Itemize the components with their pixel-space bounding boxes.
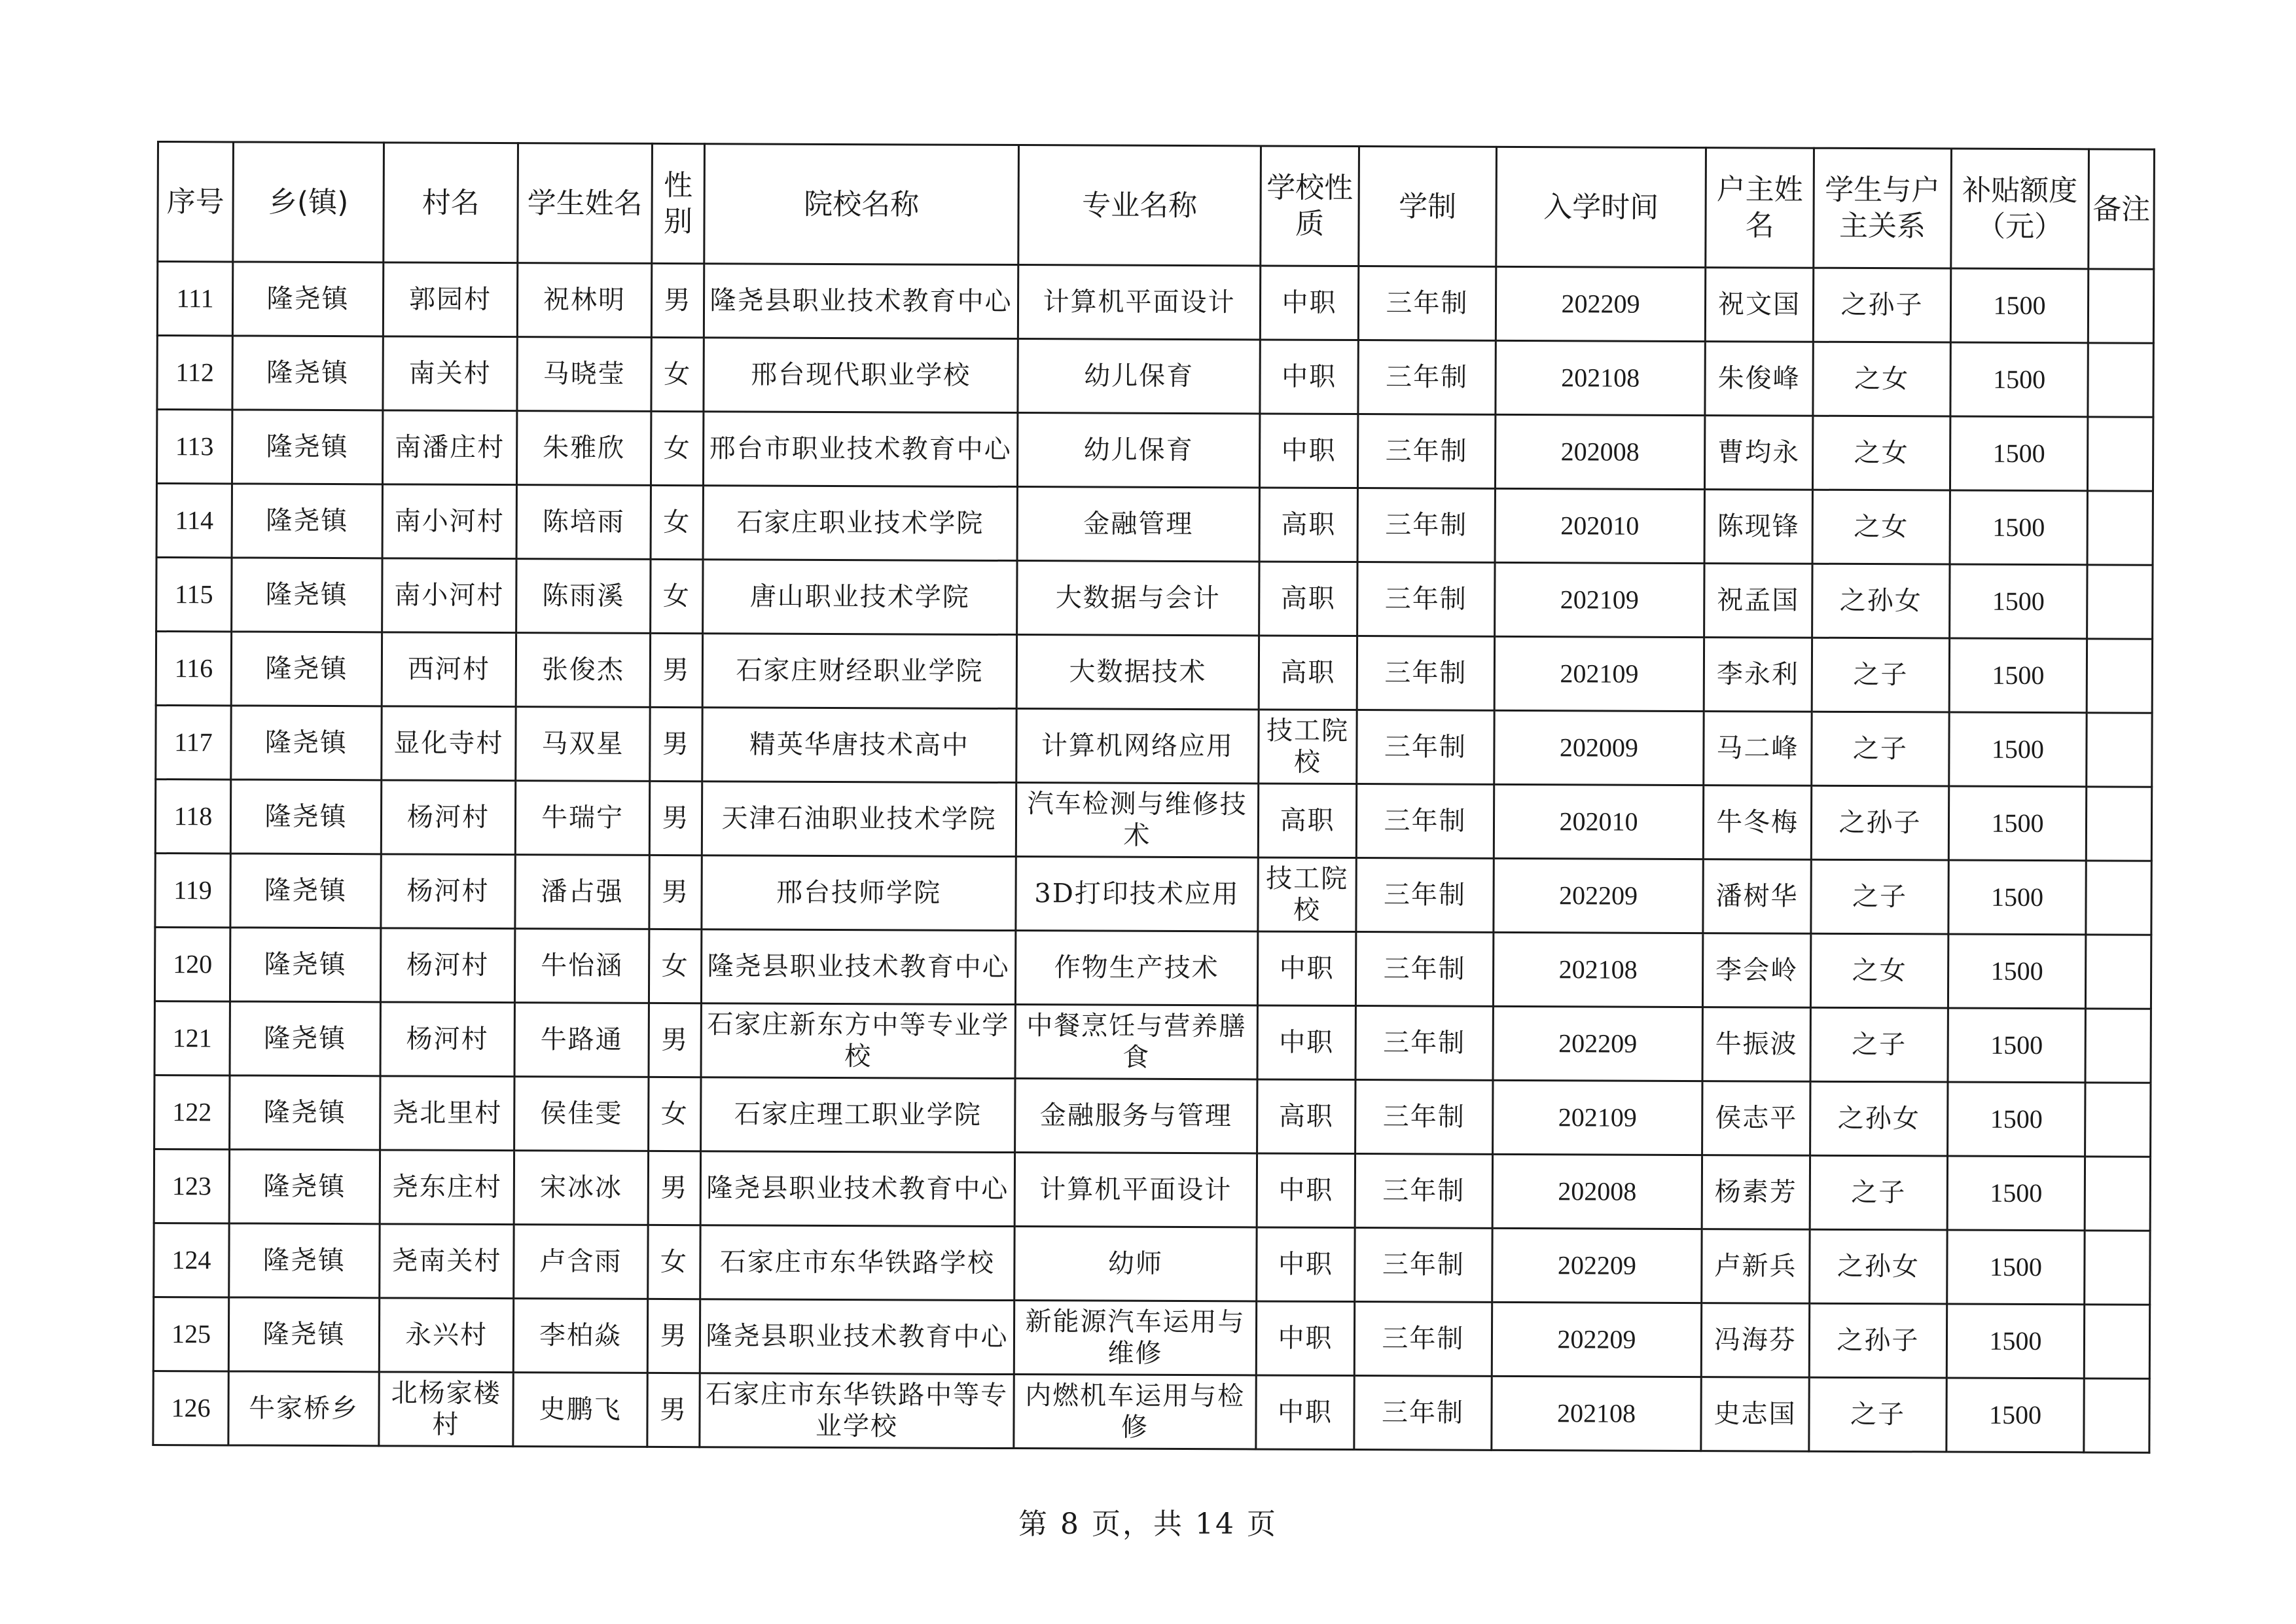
cell-household-head: 祝文国: [1705, 268, 1813, 342]
cell-household-head: 牛振波: [1702, 1007, 1810, 1082]
cell-index: 124: [154, 1223, 229, 1297]
cell-duration: 三年制: [1354, 1376, 1492, 1451]
cell-major: 金融服务与管理: [1015, 1079, 1257, 1153]
cell-school-name: 邢台市职业技术教育中心: [703, 412, 1017, 487]
cell-school-type: 中职: [1260, 266, 1358, 340]
header-gender: 性别: [652, 143, 705, 263]
cell-gender: 男: [649, 1003, 701, 1077]
cell-subsidy-amount: 1500: [1946, 1304, 2084, 1379]
cell-school-type: 中职: [1256, 1301, 1354, 1376]
cell-school-type: 中职: [1259, 414, 1357, 488]
cell-relation: 之子: [1810, 1155, 1947, 1230]
cell-index: 122: [154, 1075, 230, 1149]
cell-major: 汽车检测与维修技术: [1016, 783, 1258, 857]
table-row: [153, 1371, 2149, 1453]
cell-school-type: 高职: [1259, 636, 1357, 710]
cell-major: 幼儿保育: [1017, 413, 1259, 488]
cell-village: 杨河村: [381, 780, 515, 855]
cell-subsidy-amount: 1500: [1948, 786, 2086, 861]
cell-household-head: 侯志平: [1702, 1081, 1810, 1156]
cell-duration: 三年制: [1357, 414, 1495, 489]
cell-student-name: 朱雅欣: [516, 411, 651, 486]
cell-remarks: [2086, 861, 2151, 935]
cell-subsidy-amount: 1500: [1950, 342, 2088, 417]
cell-relation: 之女: [1812, 490, 1950, 564]
cell-subsidy-amount: 1500: [1949, 712, 2087, 787]
cell-village: 杨河村: [380, 928, 514, 1003]
cell-index: 123: [154, 1149, 229, 1223]
cell-remarks: [2085, 1157, 2150, 1231]
cell-household-head: 潘树华: [1703, 859, 1811, 934]
cell-student-name: 潘占强: [515, 855, 649, 929]
cell-student-name: 史鹏飞: [513, 1373, 647, 1447]
cell-duration: 三年制: [1357, 710, 1494, 785]
cell-township: 隆尧镇: [230, 854, 381, 928]
cell-school-name: 隆尧县职业技术教育中心: [700, 1151, 1014, 1227]
cell-index: 112: [157, 336, 232, 410]
cell-school-name: 石家庄职业技术学院: [703, 486, 1017, 561]
cell-township: 隆尧镇: [232, 558, 382, 632]
cell-school-name: 邢台技师学院: [702, 856, 1016, 931]
cell-school-name: 石家庄市东华铁路中等专业学校: [700, 1373, 1014, 1449]
cell-school-name: 天津石油职业技术学院: [702, 782, 1016, 857]
cell-relation: 之子: [1812, 712, 1949, 786]
cell-village: 北杨家楼村: [379, 1372, 513, 1447]
header-duration: 学制: [1359, 147, 1497, 267]
cell-relation: 之女: [1813, 342, 1950, 416]
cell-gender: 男: [650, 633, 702, 707]
cell-school-name: 石家庄理工职业学院: [701, 1077, 1015, 1153]
cell-duration: 三年制: [1357, 488, 1495, 563]
cell-township: 隆尧镇: [230, 1075, 380, 1150]
cell-subsidy-amount: 1500: [1948, 1082, 2085, 1157]
cell-enrollment-date: 202109: [1494, 636, 1704, 711]
header-subsidy-amount: 补贴额度（元）: [1951, 149, 2089, 269]
cell-index: 117: [156, 705, 231, 779]
cell-household-head: 曹均永: [1704, 416, 1812, 490]
cell-major: 大数据技术: [1016, 635, 1259, 710]
cell-remarks: [2087, 639, 2152, 713]
cell-duration: 三年制: [1355, 1228, 1492, 1303]
cell-gender: 女: [651, 485, 703, 559]
table-row: [153, 1297, 2149, 1379]
cell-gender: 男: [647, 1373, 700, 1447]
cell-school-name: 精英华唐技术高中: [702, 708, 1016, 783]
cell-subsidy-amount: 1500: [1948, 860, 2086, 935]
cell-village: 显化寺村: [382, 706, 516, 781]
cell-duration: 三年制: [1358, 340, 1496, 415]
cell-index: 120: [154, 927, 230, 1001]
table-row: [156, 632, 2152, 713]
cell-index: 126: [153, 1371, 228, 1445]
cell-household-head: 马二峰: [1704, 712, 1812, 786]
cell-school-name: 石家庄市东华铁路学校: [700, 1225, 1014, 1301]
page-footer: 第 8 页，共 14 页: [1018, 1507, 1278, 1541]
cell-enrollment-date: 202209: [1496, 266, 1705, 341]
cell-enrollment-date: 202009: [1494, 710, 1704, 785]
cell-student-name: 卢含雨: [514, 1225, 648, 1299]
cell-household-head: 冯海芬: [1701, 1303, 1809, 1378]
cell-index: 121: [154, 1001, 230, 1075]
header-school-type: 学校性质: [1261, 146, 1359, 266]
header-enrollment-date: 入学时间: [1496, 147, 1706, 267]
cell-village: 西河村: [382, 632, 516, 707]
cell-student-name: 李柏焱: [513, 1299, 647, 1373]
header-school-name: 院校名称: [704, 144, 1019, 265]
table-row: [155, 779, 2151, 861]
cell-school-type: 高职: [1258, 784, 1356, 858]
cell-gender: 男: [651, 263, 704, 337]
cell-village: 尧南关村: [380, 1224, 514, 1299]
cell-student-name: 祝林明: [517, 263, 651, 338]
cell-student-name: 侯佳雯: [514, 1077, 649, 1151]
cell-enrollment-date: 202010: [1494, 784, 1703, 859]
cell-school-type: 技工院校: [1259, 710, 1357, 784]
cell-gender: 女: [651, 411, 703, 485]
cell-gender: 男: [649, 781, 702, 855]
table-row: [155, 853, 2151, 935]
cell-enrollment-date: 202109: [1493, 1080, 1702, 1155]
cell-township: 隆尧镇: [232, 410, 382, 484]
cell-school-name: 石家庄新东方中等专业学校: [701, 1003, 1015, 1079]
cell-township: 隆尧镇: [230, 928, 380, 1002]
cell-student-name: 牛怡涵: [514, 929, 649, 1003]
cell-index: 118: [155, 779, 230, 853]
cell-village: 尧北里村: [380, 1076, 514, 1151]
cell-gender: 男: [647, 1299, 700, 1373]
table-row: [154, 1149, 2150, 1231]
cell-township: 隆尧镇: [230, 1001, 380, 1076]
cell-remarks: [2085, 935, 2151, 1009]
cell-township: 隆尧镇: [228, 1297, 379, 1372]
cell-student-name: 宋冰冰: [514, 1151, 648, 1225]
cell-township: 隆尧镇: [232, 336, 383, 410]
cell-township: 隆尧镇: [229, 1149, 380, 1224]
cell-index: 115: [156, 558, 232, 632]
cell-gender: 女: [649, 929, 701, 1003]
cell-student-name: 牛瑞宁: [515, 781, 649, 856]
cell-school-name: 隆尧县职业技术教育中心: [701, 929, 1015, 1005]
cell-school-name: 唐山职业技术学院: [703, 560, 1017, 635]
cell-duration: 三年制: [1357, 562, 1495, 637]
cell-gender: 女: [651, 559, 703, 633]
cell-relation: 之孙子: [1811, 785, 1948, 860]
cell-school-type: 中职: [1256, 1375, 1354, 1450]
cell-student-name: 张俊杰: [516, 633, 650, 708]
cell-major: 大数据与会计: [1017, 561, 1259, 636]
header-remarks: 备注: [2089, 149, 2155, 269]
cell-major: 计算机网络应用: [1016, 709, 1259, 784]
cell-school-type: 中职: [1257, 931, 1355, 1006]
cell-school-type: 中职: [1257, 1005, 1355, 1080]
cell-household-head: 牛冬梅: [1703, 785, 1811, 860]
cell-township: 隆尧镇: [231, 706, 382, 780]
cell-major: 新能源汽车运用与维修: [1014, 1301, 1256, 1375]
cell-school-name: 石家庄财经职业学院: [702, 634, 1016, 709]
table-row: [154, 1001, 2151, 1083]
cell-enrollment-date: 202109: [1495, 562, 1704, 637]
cell-relation: 之子: [1809, 1377, 1946, 1452]
cell-remarks: [2087, 565, 2153, 639]
cell-student-name: 牛路通: [514, 1003, 649, 1077]
cell-remarks: [2087, 491, 2153, 565]
cell-remarks: [2087, 417, 2153, 491]
cell-subsidy-amount: 1500: [1950, 564, 2087, 639]
cell-relation: 之孙女: [1812, 564, 1950, 638]
cell-enrollment-date: 202209: [1493, 1006, 1702, 1081]
cell-village: 杨河村: [380, 1002, 514, 1077]
cell-relation: 之女: [1810, 933, 1948, 1008]
table-body: [153, 262, 2154, 1453]
cell-village: 郭园村: [383, 262, 517, 337]
cell-duration: 三年制: [1356, 858, 1494, 933]
cell-household-head: 朱俊峰: [1705, 342, 1813, 416]
table-row: [154, 927, 2151, 1009]
cell-subsidy-amount: 1500: [1947, 1230, 2085, 1305]
cell-school-type: 高职: [1259, 562, 1357, 636]
cell-gender: 女: [649, 1077, 701, 1151]
cell-gender: 男: [648, 1151, 700, 1225]
table-row: [154, 1075, 2151, 1157]
header-index: 序号: [158, 142, 234, 262]
table-row: [156, 705, 2152, 787]
cell-household-head: 卢新兵: [1702, 1229, 1810, 1304]
cell-duration: 三年制: [1358, 266, 1496, 341]
header-township: 乡(镇): [233, 142, 384, 262]
cell-household-head: 杨素芳: [1702, 1155, 1810, 1230]
cell-student-name: 陈培雨: [516, 485, 651, 560]
header-student-name: 学生姓名: [518, 143, 653, 264]
cell-gender: 男: [650, 707, 702, 781]
cell-relation: 之子: [1810, 1007, 1948, 1082]
cell-village: 杨河村: [381, 854, 515, 929]
cell-household-head: 李永利: [1704, 638, 1812, 712]
cell-relation: 之女: [1812, 416, 1950, 490]
cell-village: 南潘庄村: [382, 410, 516, 485]
cell-subsidy-amount: 1500: [1946, 1378, 2084, 1453]
cell-student-name: 马晓莹: [517, 337, 651, 412]
cell-remarks: [2086, 787, 2151, 861]
table-row: [156, 558, 2153, 640]
cell-relation: 之子: [1811, 859, 1948, 934]
cell-gender: 女: [648, 1225, 700, 1299]
cell-major: 作物生产技术: [1015, 931, 1257, 1005]
cell-index: 113: [156, 410, 232, 484]
cell-enrollment-date: 202209: [1494, 858, 1703, 933]
student-subsidy-table-sheet: [152, 141, 2153, 1454]
cell-duration: 三年制: [1357, 636, 1494, 711]
cell-school-type: 中职: [1257, 1153, 1355, 1228]
cell-school-type: 高职: [1257, 1079, 1355, 1154]
cell-enrollment-date: 202008: [1495, 414, 1704, 489]
cell-remarks: [2087, 713, 2152, 787]
cell-subsidy-amount: 1500: [1947, 1156, 2085, 1231]
cell-school-type: 中职: [1257, 1227, 1355, 1302]
cell-remarks: [2088, 269, 2153, 343]
cell-major: 中餐烹饪与营养膳食: [1015, 1005, 1257, 1079]
cell-school-type: 高职: [1259, 488, 1357, 562]
cell-village: 南小河村: [382, 484, 516, 559]
cell-village: 尧东庄村: [380, 1150, 514, 1225]
header-household-head: 户主姓名: [1706, 148, 1814, 268]
cell-enrollment-date: 202209: [1492, 1302, 1701, 1377]
cell-school-type: 技工院校: [1258, 857, 1356, 932]
cell-remarks: [2085, 1231, 2150, 1305]
cell-enrollment-date: 202108: [1493, 932, 1702, 1007]
cell-index: 125: [153, 1297, 228, 1371]
cell-index: 114: [156, 484, 232, 558]
cell-major: 计算机平面设计: [1014, 1153, 1257, 1227]
cell-relation: 之子: [1812, 638, 1949, 712]
cell-duration: 三年制: [1355, 1080, 1493, 1155]
cell-duration: 三年制: [1354, 1302, 1492, 1377]
table-header-row: [158, 142, 2155, 270]
cell-township: 隆尧镇: [232, 484, 382, 558]
cell-duration: 三年制: [1355, 932, 1493, 1007]
table-row: [154, 1223, 2150, 1305]
cell-township: 隆尧镇: [229, 1223, 380, 1298]
cell-household-head: 史志国: [1701, 1377, 1809, 1452]
cell-remarks: [2084, 1305, 2149, 1379]
cell-school-name: 邢台现代职业学校: [704, 338, 1018, 413]
cell-subsidy-amount: 1500: [1948, 1008, 2085, 1083]
table-row: [156, 410, 2153, 492]
cell-school-type: 中职: [1260, 340, 1358, 414]
cell-gender: 女: [651, 337, 704, 411]
cell-household-head: 祝孟国: [1704, 564, 1812, 638]
cell-township: 隆尧镇: [230, 780, 381, 854]
cell-remarks: [2084, 1379, 2149, 1453]
cell-subsidy-amount: 1500: [1948, 934, 2085, 1009]
cell-index: 111: [157, 262, 232, 336]
table-row: [156, 484, 2153, 566]
table-row: [157, 262, 2153, 344]
cell-subsidy-amount: 1500: [1950, 416, 2087, 491]
cell-household-head: 陈现锋: [1704, 490, 1812, 564]
header-major: 专业名称: [1018, 145, 1261, 266]
cell-enrollment-date: 202010: [1495, 488, 1704, 563]
cell-township: 隆尧镇: [232, 262, 383, 336]
cell-school-name: 隆尧县职业技术教育中心: [704, 264, 1018, 339]
table-row: [157, 336, 2153, 418]
cell-relation: 之孙子: [1813, 268, 1950, 342]
cell-subsidy-amount: 1500: [1949, 638, 2087, 713]
cell-subsidy-amount: 1500: [1950, 268, 2088, 343]
cell-household-head: 李会岭: [1702, 933, 1810, 1008]
cell-major: 幼儿保育: [1018, 339, 1260, 414]
cell-index: 119: [155, 853, 230, 927]
cell-subsidy-amount: 1500: [1950, 490, 2087, 565]
header-relation: 学生与户主关系: [1814, 148, 1952, 268]
cell-township: 隆尧镇: [231, 632, 382, 706]
cell-index: 116: [156, 632, 231, 706]
cell-relation: 之孙女: [1810, 1229, 1947, 1304]
cell-duration: 三年制: [1355, 1006, 1493, 1081]
cell-student-name: 马双星: [516, 707, 650, 782]
cell-remarks: [2085, 1083, 2151, 1157]
cell-village: 永兴村: [379, 1298, 513, 1373]
cell-enrollment-date: 202008: [1492, 1154, 1702, 1229]
cell-school-name: 隆尧县职业技术教育中心: [700, 1299, 1014, 1375]
cell-gender: 男: [649, 855, 702, 929]
header-village: 村名: [384, 143, 518, 263]
cell-village: 南小河村: [382, 558, 516, 633]
cell-student-name: 陈雨溪: [516, 559, 651, 634]
cell-major: 3D打印技术应用: [1016, 857, 1258, 931]
cell-remarks: [2088, 343, 2153, 417]
cell-enrollment-date: 202209: [1492, 1228, 1702, 1303]
cell-relation: 之孙女: [1810, 1081, 1948, 1156]
cell-major: 内燃机车运用与检修: [1014, 1375, 1256, 1449]
cell-township: 牛家桥乡: [228, 1371, 379, 1446]
cell-duration: 三年制: [1356, 784, 1494, 859]
cell-village: 南关村: [383, 336, 517, 411]
cell-enrollment-date: 202108: [1492, 1376, 1701, 1451]
cell-major: 幼师: [1014, 1227, 1257, 1301]
cell-duration: 三年制: [1355, 1154, 1492, 1229]
student-subsidy-table: [152, 141, 2155, 1454]
cell-enrollment-date: 202108: [1496, 340, 1705, 415]
cell-remarks: [2085, 1009, 2151, 1083]
cell-major: 计算机平面设计: [1018, 265, 1260, 340]
cell-relation: 之孙子: [1809, 1303, 1946, 1378]
cell-major: 金融管理: [1017, 487, 1259, 562]
